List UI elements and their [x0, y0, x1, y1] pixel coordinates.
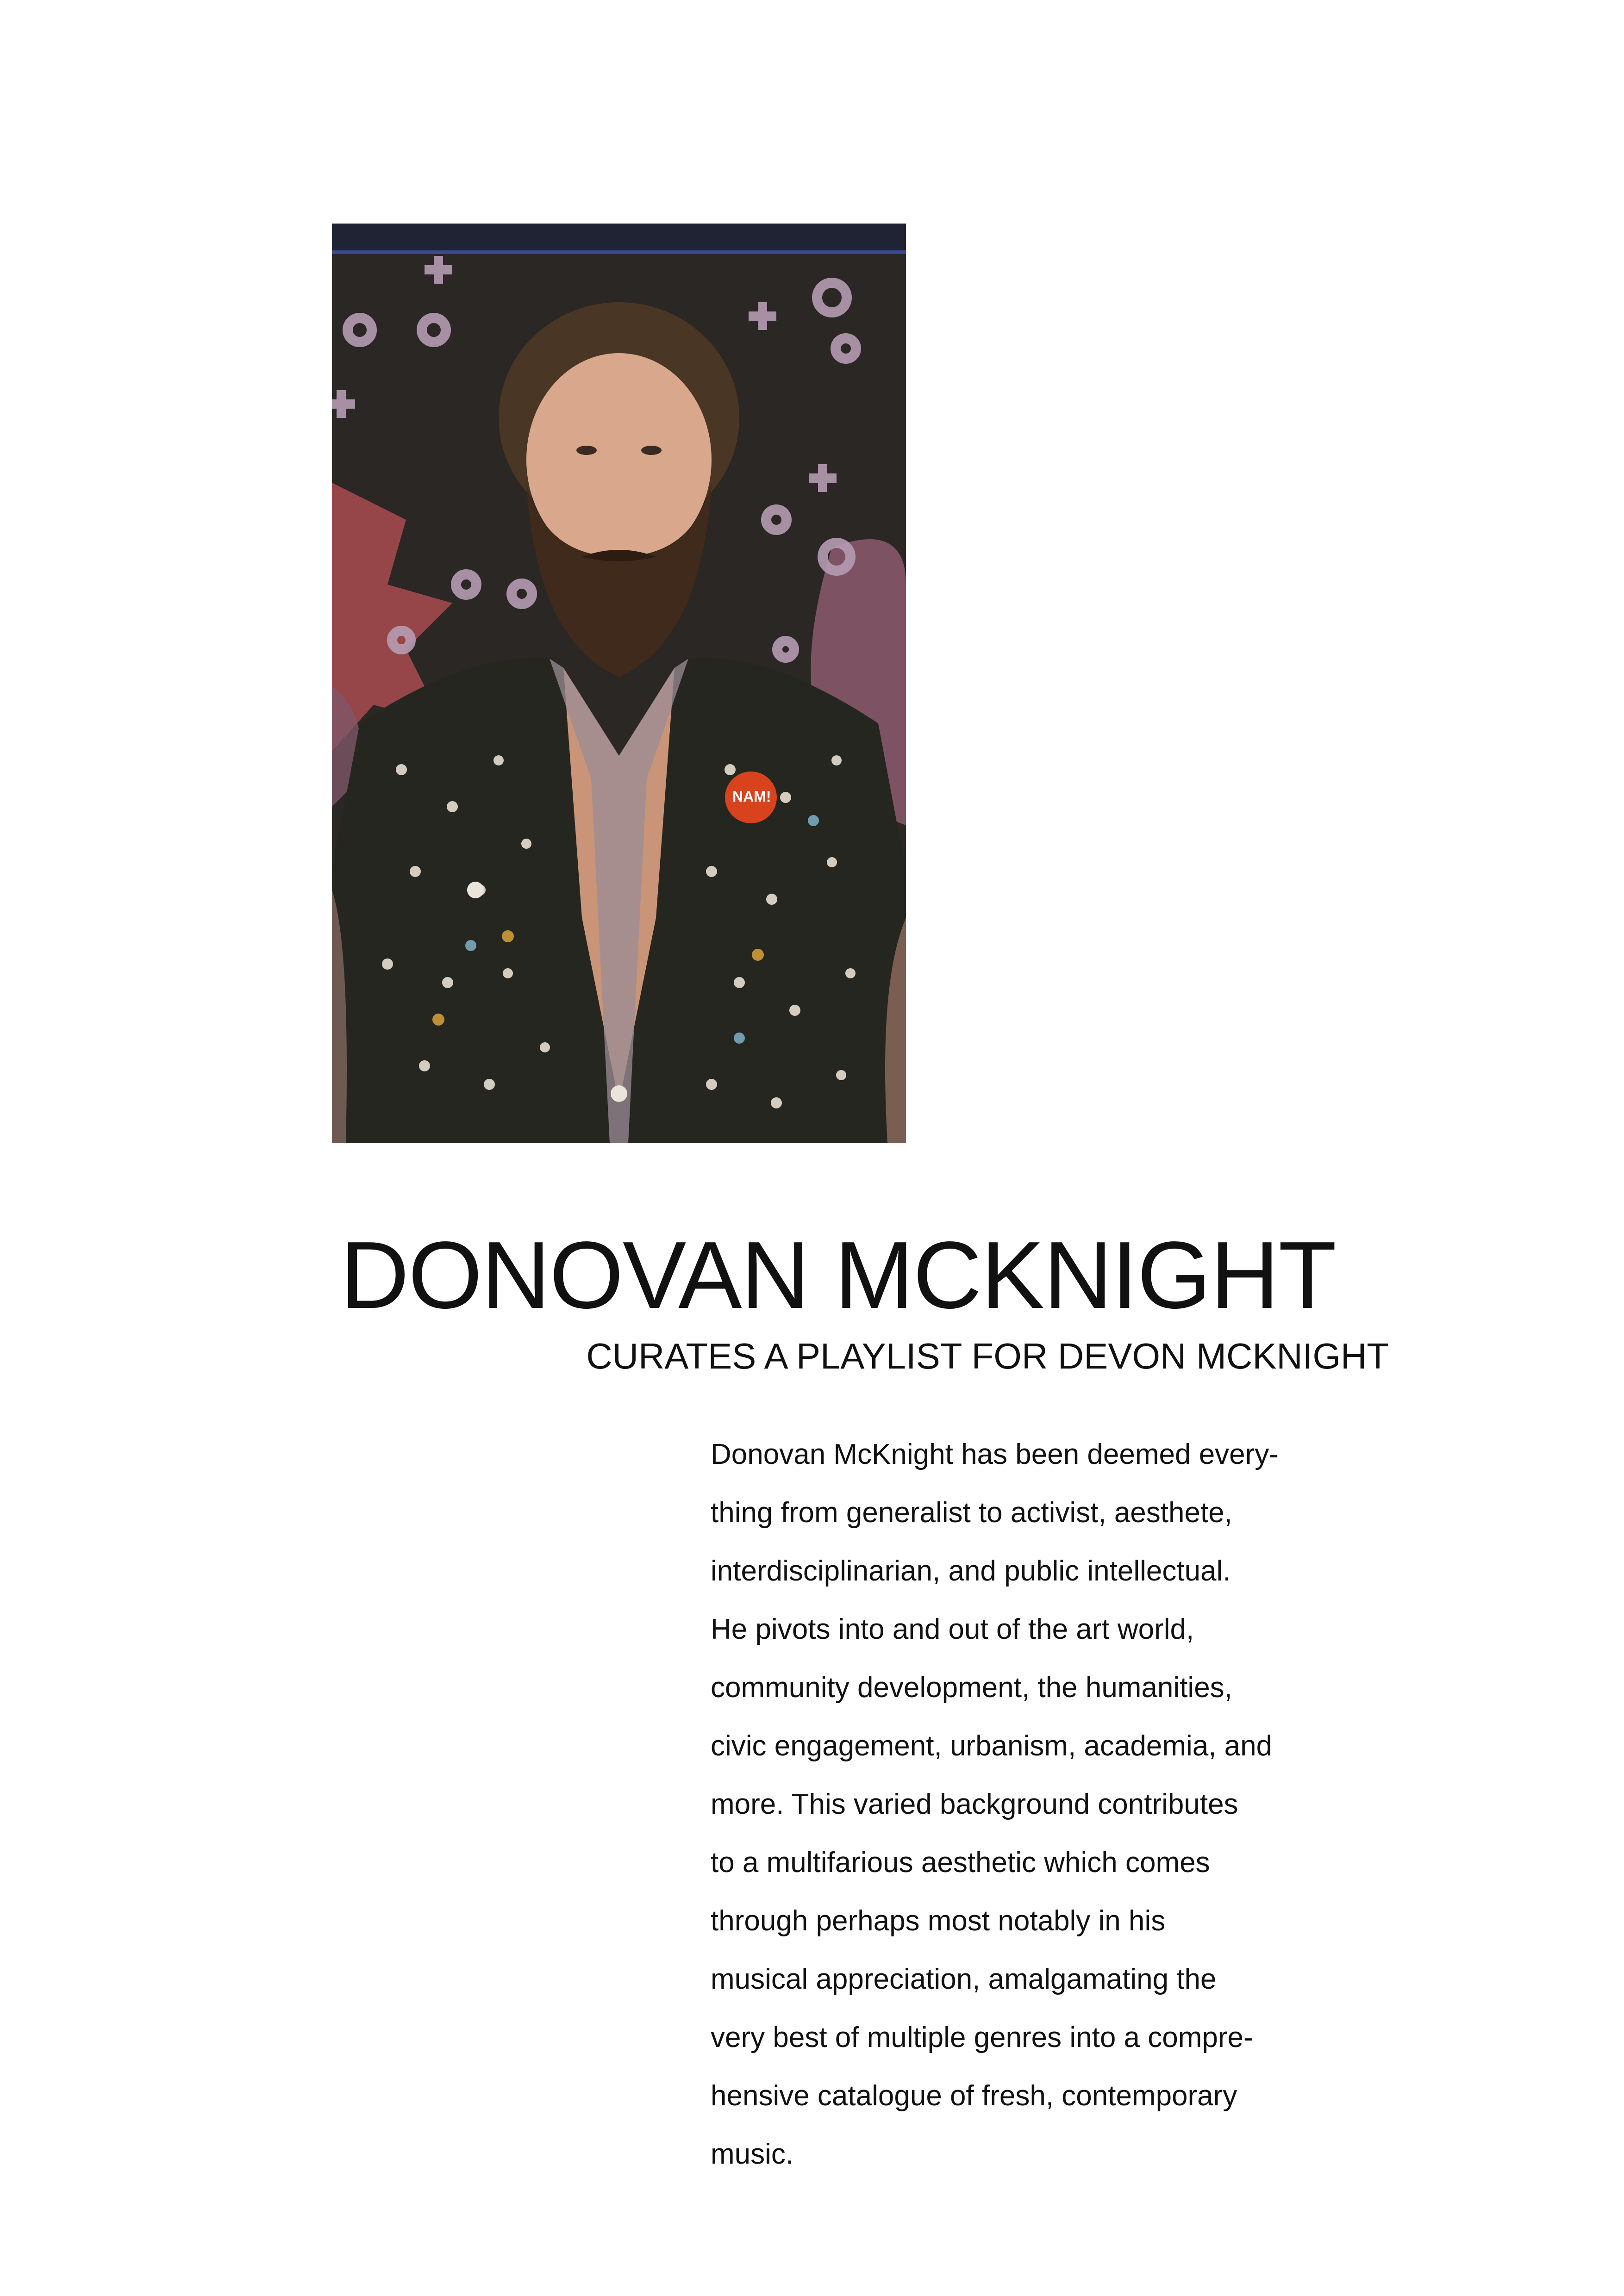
- portrait-photo: [332, 224, 906, 1143]
- bio-line: more. This varied background contributes: [711, 1788, 1238, 1820]
- portrait-illustration: [332, 224, 906, 1143]
- bio-line: He pivots into and out of the art world,: [711, 1613, 1194, 1645]
- badge-text: NAM!: [732, 788, 771, 805]
- page-title: DONOVAN MCKNIGHT: [340, 1222, 1336, 1328]
- bio-line: very best of multiple genres into a compre-: [711, 2022, 1253, 2053]
- page-subtitle: CURATES A PLAYLIST FOR DEVON MCKNIGHT: [586, 1336, 1389, 1376]
- bio-line: Donovan McKnight has been deemed every-: [711, 1438, 1279, 1470]
- bio-line: thing from generalist to activist, aesthete,: [711, 1497, 1232, 1529]
- bio-line: civic engagement, urbanism, academia, and: [711, 1730, 1273, 1762]
- bio-line: to a multifarious aesthetic which comes: [711, 1847, 1210, 1879]
- bio-line: interdisciplinarian, and public intellectual.: [711, 1555, 1231, 1587]
- bio-line: community development, the humanities,: [711, 1672, 1232, 1704]
- bio-line: music.: [711, 2138, 794, 2170]
- bio-line: through perhaps most notably in his: [711, 1905, 1166, 1937]
- bio-line: musical appreciation, amalgamating the: [711, 1963, 1217, 1995]
- bio-line: hensive catalogue of fresh, contemporary: [711, 2080, 1237, 2112]
- bio-paragraph: [711, 1425, 1359, 2184]
